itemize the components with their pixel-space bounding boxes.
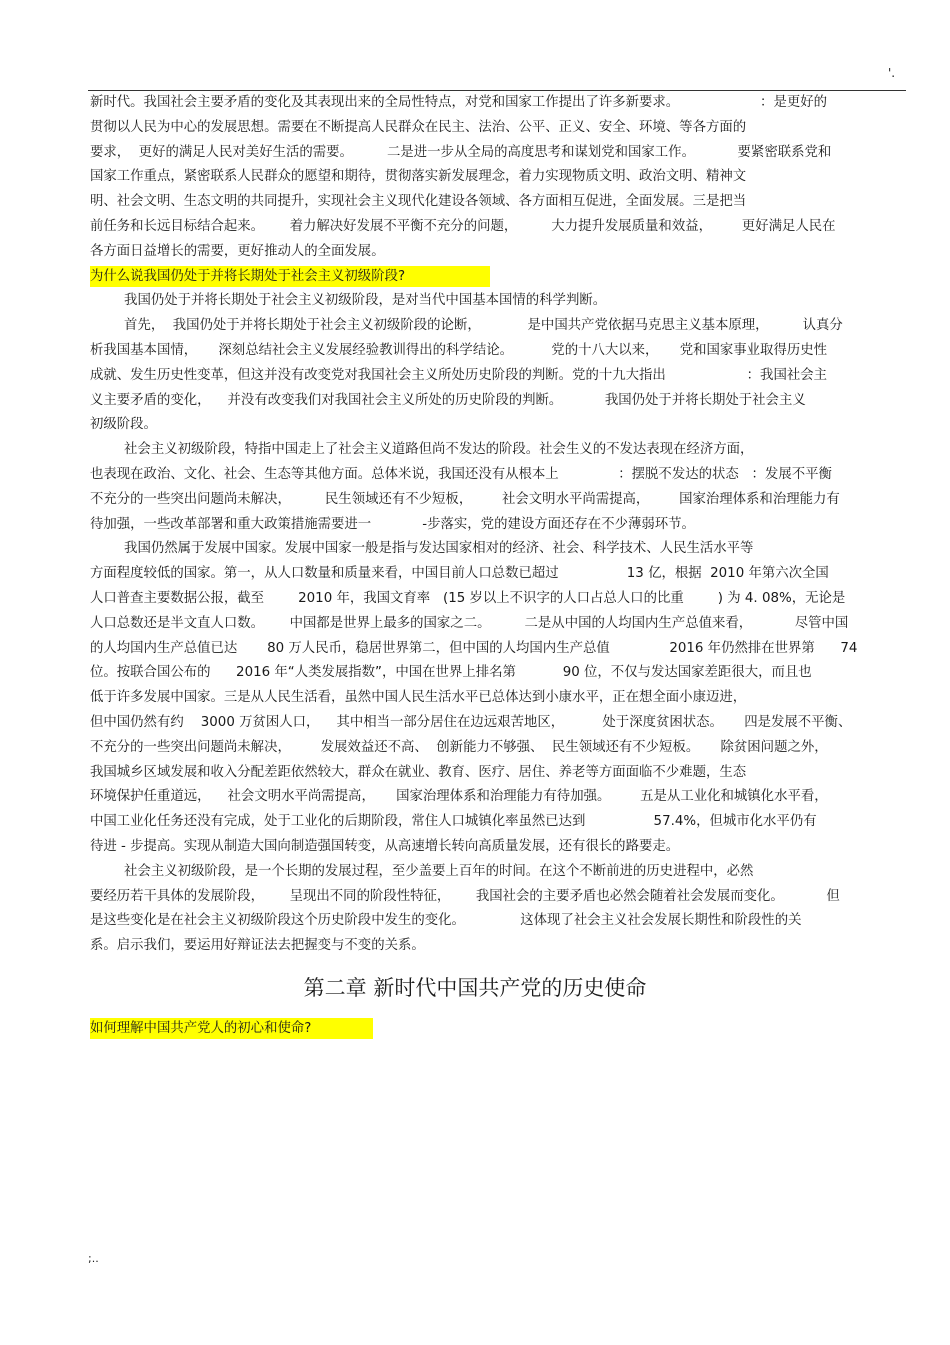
line-text: 义主要矛盾的变化， 并没有改变我们对我国社会主义所处的历史阶段的判断。 我国仍处于并将长期处于社会主义 <box>90 392 806 408</box>
line-text: 低于许多发展中国家。三是从人民生活看，虽然中国人民生活水平已总体达到小康水平，正在想全面小康迈进， <box>90 690 747 706</box>
chapter-title: 第二章 新时代中国共产党的历史使命 <box>303 975 647 1000</box>
line-text: 不充分的一些突出问题尚未解决， 发展效益还不高、 创新能力不够强、 民生领域还有不少短板。 除贫困问题之外， <box>90 739 828 755</box>
line-text: 方面程度较低的国家。第一，从人口数量和质量来看，中国目前人口总数已超过 13 亿，根据 2010 年第六次全国 <box>90 566 829 582</box>
line-text: 待加强，一些改革部署和重大政策措施需要进一 -步落实，党的建设方面还存在不少薄弱环节。 <box>90 516 695 532</box>
line-text: 社会主义初级阶段，是一个长期的发展过程，至少盖要上百年的时间。在这个不断前进的历史进程中，必然 <box>90 863 754 879</box>
text-line <box>90 637 910 662</box>
text-line <box>90 413 910 438</box>
line-text: 系。启示我们，要运用好辩证法去把握变与不变的关系。 <box>90 938 425 954</box>
text-line <box>90 91 910 116</box>
text-line <box>90 835 910 860</box>
text-line <box>90 612 910 637</box>
text-line <box>90 860 910 885</box>
line-text: 我国仍处于并将长期处于社会主义初级阶段，是对当代中国基本国情的科学判断。 <box>90 293 607 309</box>
line-text: 社会主义初级阶段，特指中国走上了社会主义道路但尚不发达的阶段。社会生义的不发达表现在经济方面， <box>90 442 754 458</box>
text-line <box>90 339 910 364</box>
text-line <box>90 785 910 810</box>
document-body <box>90 91 910 1042</box>
line-text: 初级阶段。 <box>90 417 157 433</box>
text-line <box>90 810 910 835</box>
text-line <box>90 736 910 761</box>
text-line <box>90 537 910 562</box>
highlighted-question: 为什么说我国仍处于并将长期处于社会主义初级阶段? <box>90 266 490 287</box>
line-text: 但中国仍然有约 3000 万贫困人口， 其中相当一部分居住在边远艰苦地区， 处于深度贫困状态。 四是发展不平衡、 <box>90 714 852 730</box>
text-line <box>90 463 910 488</box>
line-text: 要经历若干具体的发展阶段， 呈现出不同的阶段性特征， 我国社会的主要矛盾也必然会随着社会发展而变化。 但 <box>90 888 840 904</box>
text-line <box>90 885 910 910</box>
text-line <box>90 761 910 786</box>
text-line <box>90 165 910 190</box>
text-line <box>90 711 910 736</box>
highlighted-question: 如何理解中国共产党人的初心和使命? <box>90 1018 373 1039</box>
line-text: 中国工业化任务还没有完成，处于工业化的后期阶段，常住人口城镇化率虽然已达到 57.4%，但城市化水平仍有 <box>90 814 817 830</box>
text-line <box>90 661 910 686</box>
text-line <box>90 314 910 339</box>
text-line <box>90 389 910 414</box>
text-line <box>90 934 910 959</box>
line-text: 我国城乡区域发展和收入分配差距依然较大，群众在就业、教育、医疗、居住、养老等方面面临不少难题，生态 <box>90 764 747 780</box>
text-line <box>90 364 910 389</box>
line-text: 首先， 我国仍处于并将长期处于社会主义初级阶段的论断， 是中国共产党依据马克思主义基本原理， 认真分 <box>90 318 843 334</box>
line-text: 也表现在政治、文化、社会、生态等其他方面。总体米说，我国还没有从根本上 ：摆脱不发达的状态 ：发展不平衡 <box>90 466 832 482</box>
text-line <box>90 438 910 463</box>
text-line <box>90 488 910 513</box>
paragraph-lines <box>90 91 910 959</box>
line-text: 的人均国内生产总值已达 80 万人民币，稳居世界第二，但中国的人均国内生产总值 2016 年仍然排在世界第 74 <box>90 640 858 656</box>
text-line <box>90 141 910 166</box>
line-text: 国家工作重点，紧密联系人民群众的愿望和期待，贯彻落实新发展理念，着力实现物质文明、政治文明、精神文 <box>90 169 747 185</box>
text-line <box>90 116 910 141</box>
line-text: 人口普查主要数据公报，截至 2010 年，我国文育率 (15 岁以上不识字的人口占总人口的比重 ) 为 4. 08%，无论是 <box>90 590 846 606</box>
text-line <box>90 513 910 538</box>
line-text: 析我国基本国情， 深刻总结社会主义发展经验教训得出的科学结论。 党的十八大以来， 党和国家事业取得历史性 <box>90 342 828 358</box>
line-text: 待进 - 步提高。实现从制造大国向制造强国转变，从高速增长转向高质量发展，还有很长的路要走。 <box>90 838 680 854</box>
text-line <box>90 289 910 314</box>
corner-mark-top: '. <box>888 66 896 80</box>
text-line <box>90 909 910 934</box>
line-text: 贯彻以人民为中心的发展思想。需要在不断提高人民群众在民主、法治、公平、正义、安全、环境、等各方面的 <box>90 119 747 135</box>
question-heading <box>90 265 910 290</box>
line-text: 前任务和长远目标结合起来。 着力解决好发展不平衡不充分的问题， 大力提升发展质量和效益， 更好满足人民在 <box>90 218 836 234</box>
line-text: 人口总数还是半文直人口数。 中国都是世界上最多的国家之二。 二是从中国的人均国内生产总值来看， 尽管中国 <box>90 615 849 631</box>
line-text: 各方面日益增长的需要，更好推动人的全面发展。 <box>90 243 385 259</box>
corner-mark-bottom: ;.. <box>88 1252 99 1265</box>
line-text: 环境保护任重道远， 社会文明水平尚需提高， 国家治理体系和治理能力有待加强。 五是从工业化和城镇化水平看， <box>90 789 828 805</box>
text-line <box>90 587 910 612</box>
text-line <box>90 562 910 587</box>
line-text: 要求， 更好的满足人民对美好生活的需要。 二是进一步从全局的高度思考和谋划党和国家工作。 要紧密联系党和 <box>90 144 832 160</box>
text-line <box>90 240 910 265</box>
text-line <box>90 686 910 711</box>
line-text: 我国仍然属于发展中国家。发展中国家一般是指与发达国家相对的经济、社会、科学技术、人民生活水平等 <box>90 541 754 557</box>
line-text: 成就、发生历史性变革，但这并没有改变党对我国社会主义所处历史阶段的判断。党的十九大指出 ：我国社会主 <box>90 367 828 383</box>
text-line <box>90 190 910 215</box>
question-heading-2 <box>90 1017 910 1042</box>
line-text: 明、社会文明、生态文明的共同提升，实现社会主义现代化建设各领域、各方面相互促进，全面发展。三是把当 <box>90 194 747 210</box>
line-text: 是这些变化是在社会主义初级阶段这个历史阶段中发生的变化。 这体现了社会主义社会发展长期性和阶段性的关 <box>90 913 802 929</box>
line-text: 不充分的一些突出问题尚未解决， 民生领域还有不少短板， 社会文明水平尚需提高， 国家治理体系和治理能力有 <box>90 491 840 507</box>
text-line <box>90 215 910 240</box>
line-text: 新时代。我国社会主要矛盾的变化及其表现出来的全局性特点，对党和国家工作提出了许多新要求。 ：是更好的 <box>90 95 828 110</box>
line-text: 位。按联合国公布的 2016 年“人类发展指数”，中国在世界上排名第 90 位，不仅与发达国家差距很大，而且也 <box>90 665 812 681</box>
